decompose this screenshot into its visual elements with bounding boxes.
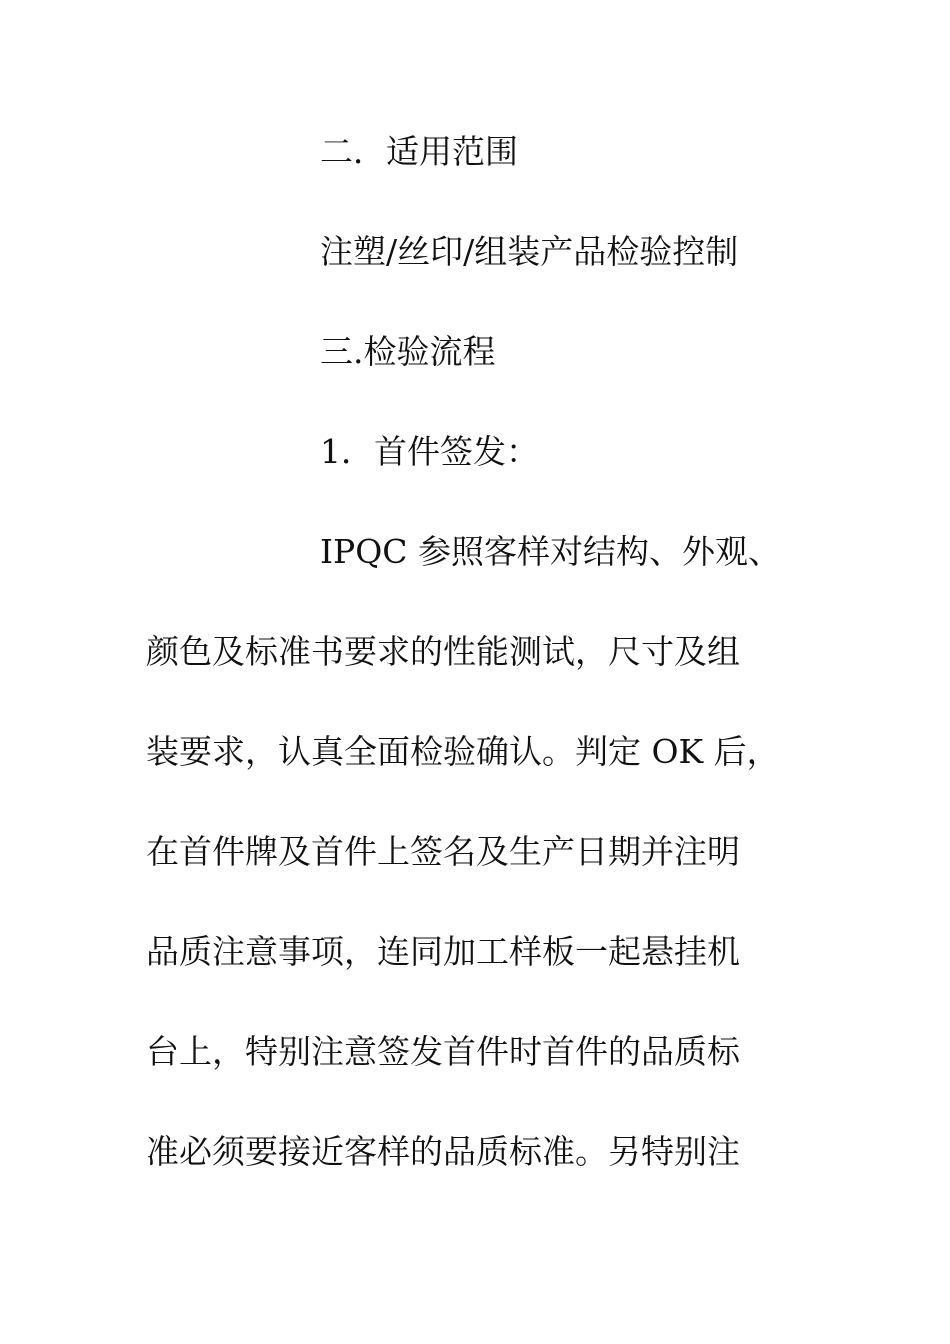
paragraph-line: 颜色及标准书要求的性能测试，尺寸及组 <box>146 632 740 671</box>
step-1-title: 1．首件签发： <box>320 432 539 471</box>
scope-text: 注塑/丝印/组装产品检验控制 <box>320 232 739 271</box>
paragraph-line: 准必须要接近客样的品质标准。另特别注 <box>146 1132 740 1171</box>
section-heading-scope: 二．适用范围 <box>320 132 518 171</box>
paragraph-line: 品质注意事项，连同加工样板一起悬挂机 <box>146 932 740 971</box>
paragraph-line: 在首件牌及首件上签名及生产日期并注明 <box>146 832 740 871</box>
paragraph-line: 装要求，认真全面检验确认。判定 OK 后， <box>146 732 780 771</box>
section-heading-flow: 三.检验流程 <box>320 332 496 371</box>
paragraph-line: IPQC 参照客样对结构、外观、 <box>320 532 782 571</box>
paragraph-line: 台上，特别注意签发首件时首件的品质标 <box>146 1032 740 1071</box>
